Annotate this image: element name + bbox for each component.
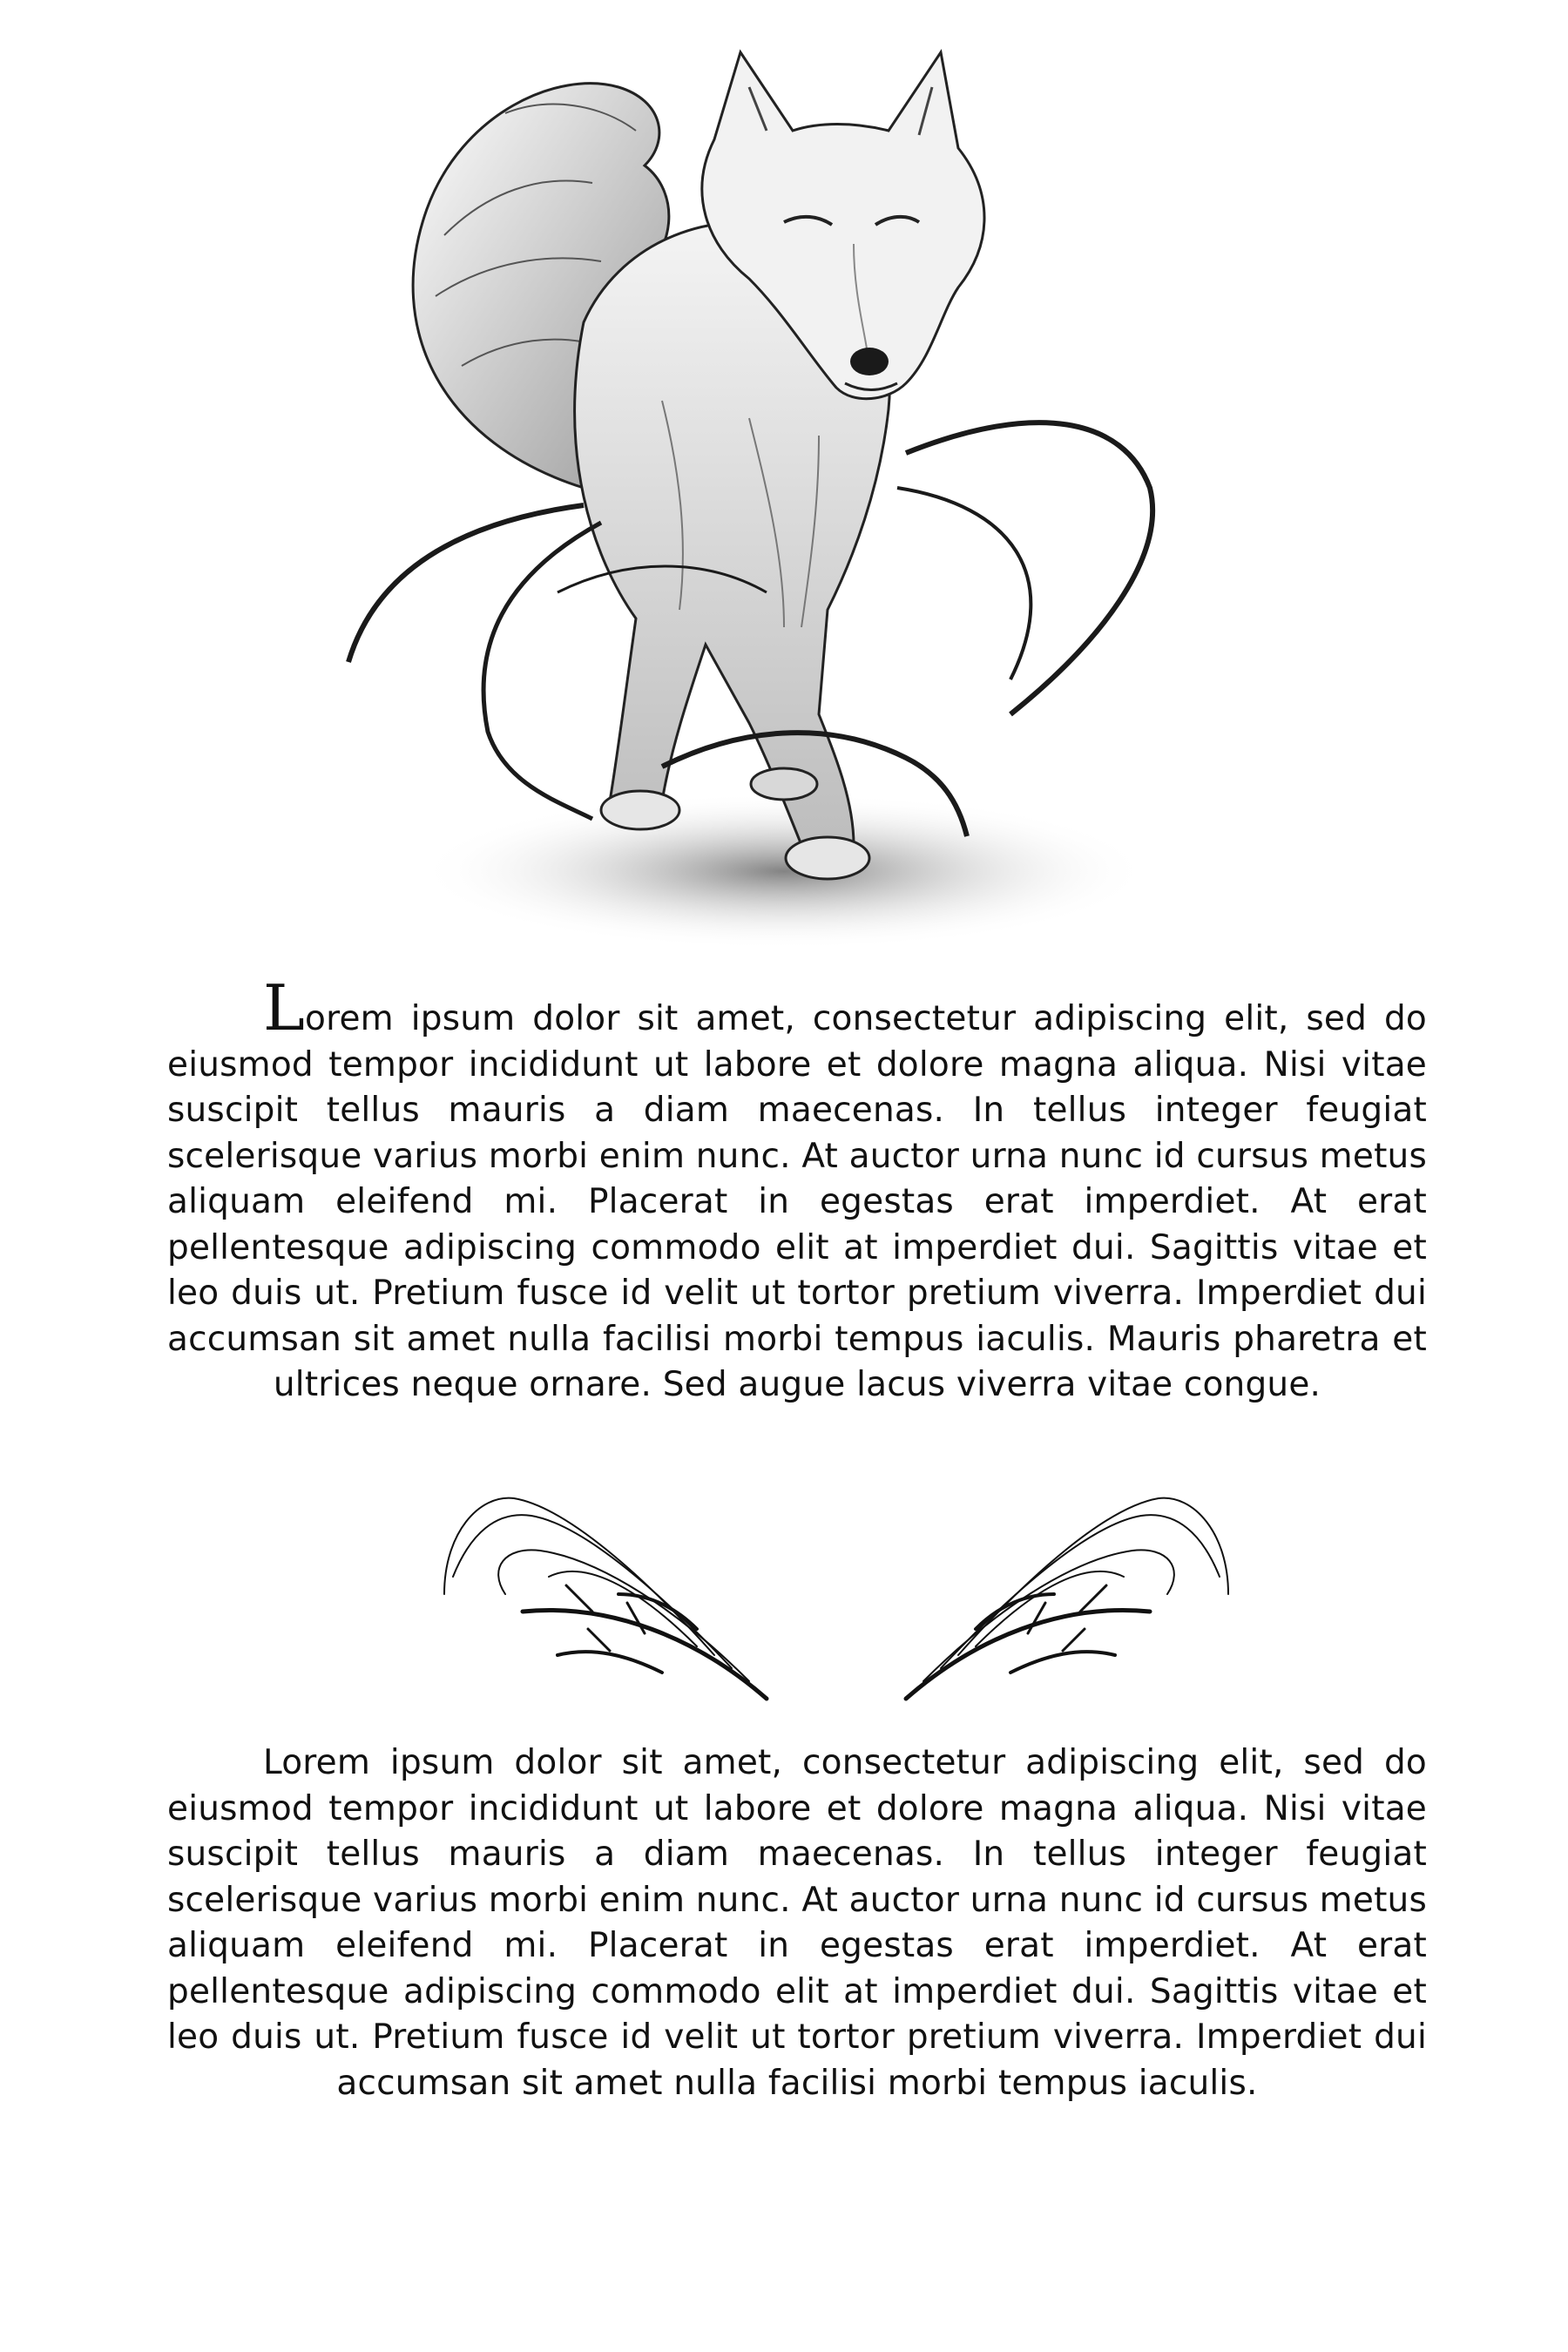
paragraph-1-text: orem ipsum dolor sit amet, consectetur adipiscing elit, sed do eiusmod tempor incididunt ut labore et dolore magna aliqua. Nisi vitae suscipit tellus mauris a diam maecenas. In tellus integer feugiat scelerisque varius morbi enim nunc. At auctor urna nunc id cursus metus aliquam eleifend mi. Placerat in egestas erat imperdiet. At erat pellentesque adipiscing commodo elit at imperdiet dui. Sagittis vitae et leo duis ut. Pretium fusce id velit ut tortor pretium viverra. Imperdiet dui accumsan sit amet nulla facilisi morbi tempus iaculis. Mauris pharetra et ultrices neque ornare. Sed augue lacus viverra vitae congue. (167, 999, 1427, 1404)
body-paragraph-2: Lorem ipsum dolor sit amet, consectetur adipiscing elit, sed do eiusmod tempor incididunt ut labore et dolore magna aliqua. Nisi vitae suscipit tellus mauris a diam maecenas. In tellus integer feugiat scelerisque varius morbi enim nunc. At auctor urna nunc id cursus metus aliquam eleifend mi. Placerat in egestas erat imperdiet. At erat pellentesque adipiscing commodo elit at imperdiet dui. Sagittis vitae et leo duis ut. Pretium fusce id velit ut tortor pretium viverra. Imperdiet dui accumsan sit amet nulla facilisi morbi tempus iaculis. (167, 1743, 1427, 2103)
left-wing-ornament (444, 1498, 767, 1699)
right-wing-ornament (906, 1498, 1228, 1699)
ornamental-wings-divider-icon (436, 1481, 1237, 1707)
body-paragraph-1 (167, 971, 1427, 1409)
dropcap-letter: L (263, 971, 306, 1044)
wolf-illustration (296, 35, 1246, 1002)
ground-shadow (418, 793, 1150, 950)
wolf-nose (850, 348, 889, 375)
